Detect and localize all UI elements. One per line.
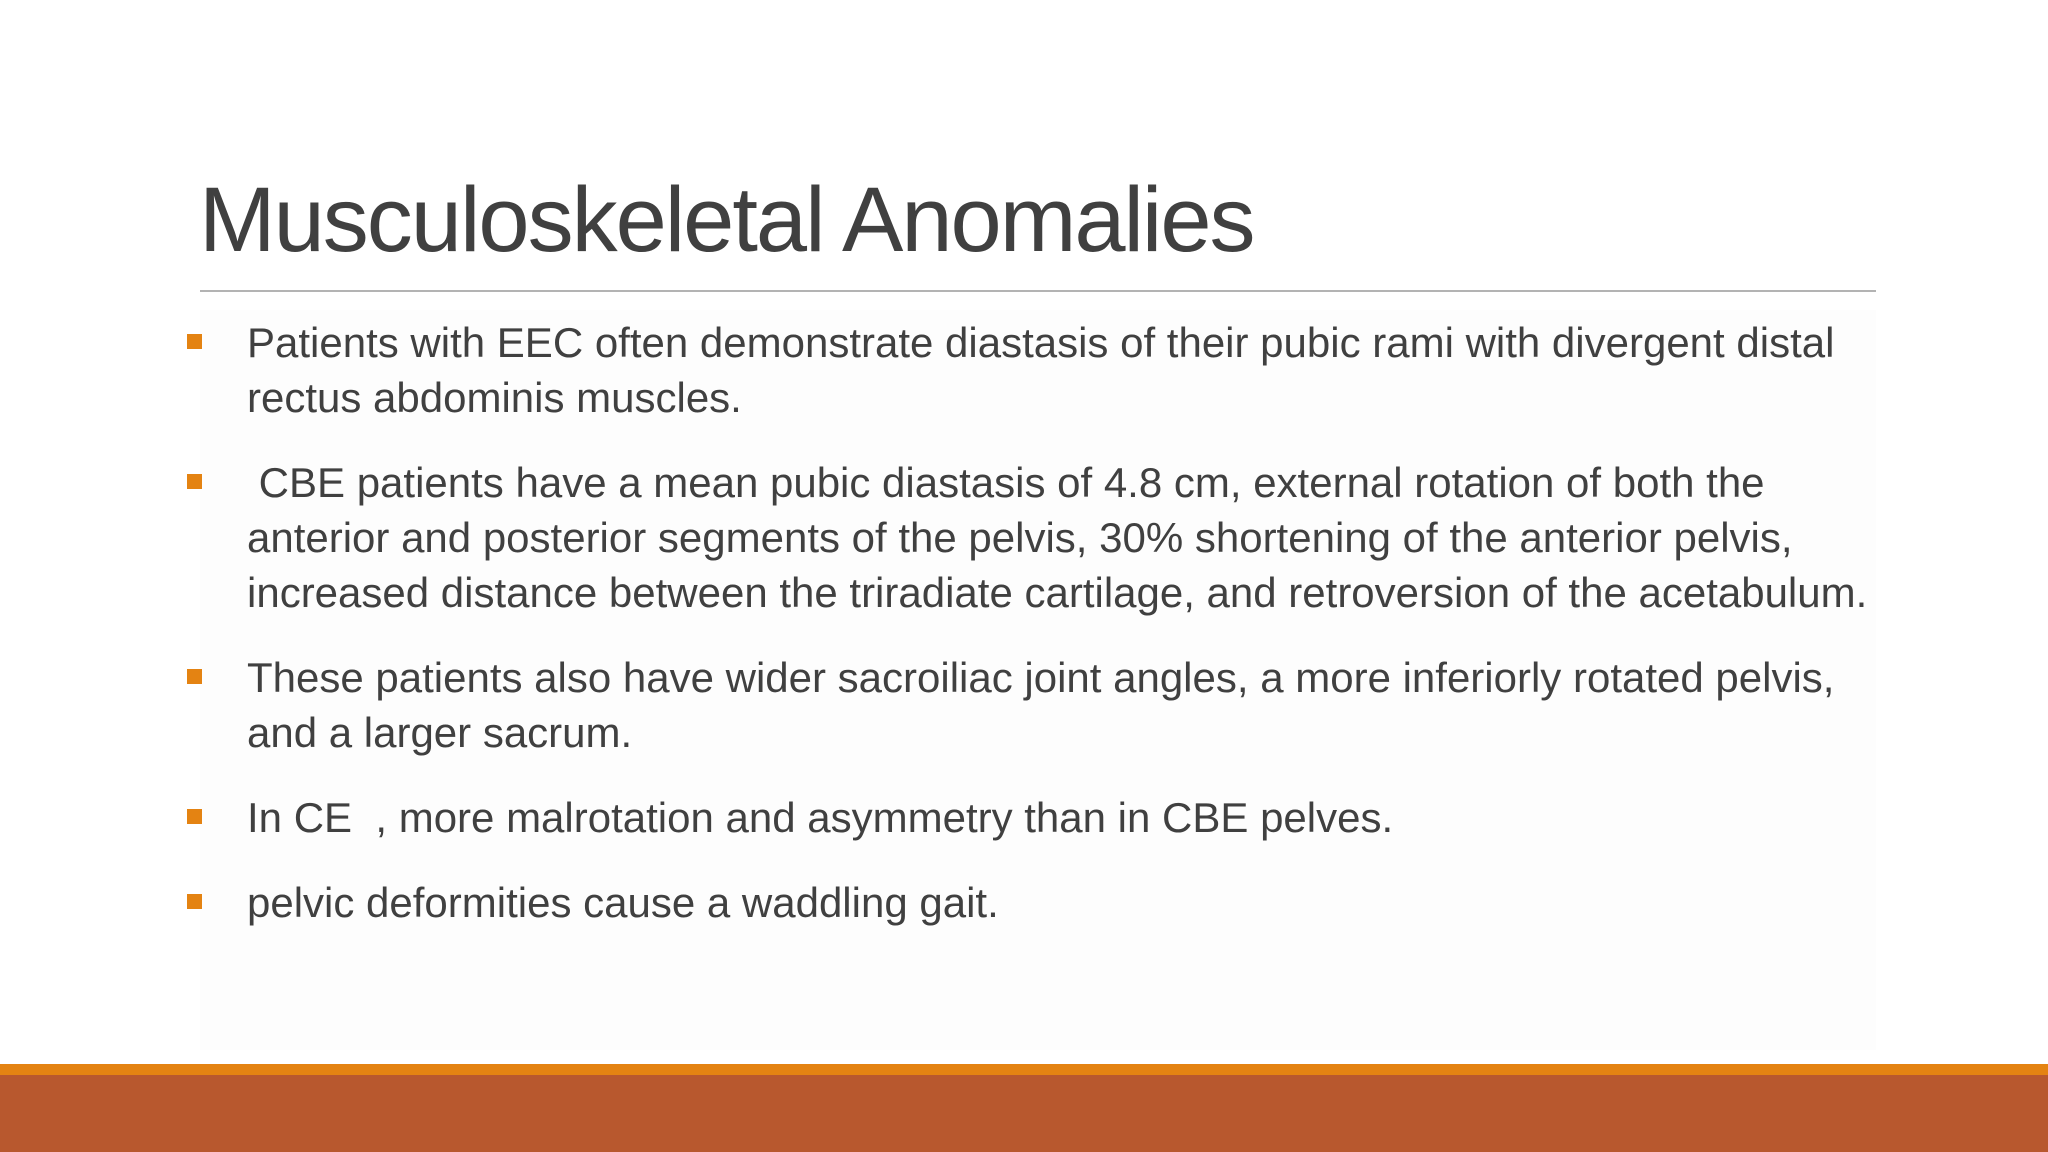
bullet-item xyxy=(187,650,1887,760)
bullet-item xyxy=(187,455,1887,620)
bullet-text: Patients with EEC often demonstrate diastasis of their pubic rami with divergent distal rectus abdominis muscles. xyxy=(247,319,1847,421)
bullet-text: These patients also have wider sacroiliac joint angles, a more inferiorly rotated pelvis, and a larger sacrum. xyxy=(247,654,1847,756)
footer-accent-stripe xyxy=(0,1064,2048,1075)
bullet-item xyxy=(187,875,1887,930)
square-bullet-icon xyxy=(187,669,202,684)
bullet-text: pelvic deformities cause a waddling gait. xyxy=(247,879,999,926)
square-bullet-icon xyxy=(187,894,202,909)
bullet-text: In CE , more malrotation and asymmetry than in CBE pelves. xyxy=(247,794,1394,841)
title-divider xyxy=(200,290,1876,292)
square-bullet-icon xyxy=(187,334,202,349)
bullet-item xyxy=(187,790,1887,845)
bullet-list xyxy=(187,315,1887,960)
bullet-text: CBE patients have a mean pubic diastasis of 4.8 cm, external rotation of both the anterior and posterior segments of the pelvis, 30% shortening of the anterior pelvis, increased distance between the triradiate cartilage, and retroversion of the acetabulum. xyxy=(247,459,1868,616)
slide-title: Musculoskeletal Anomalies xyxy=(199,169,1254,271)
square-bullet-icon xyxy=(187,809,202,824)
footer-band xyxy=(0,1075,2048,1152)
square-bullet-icon xyxy=(187,474,202,489)
bullet-item xyxy=(187,315,1887,425)
